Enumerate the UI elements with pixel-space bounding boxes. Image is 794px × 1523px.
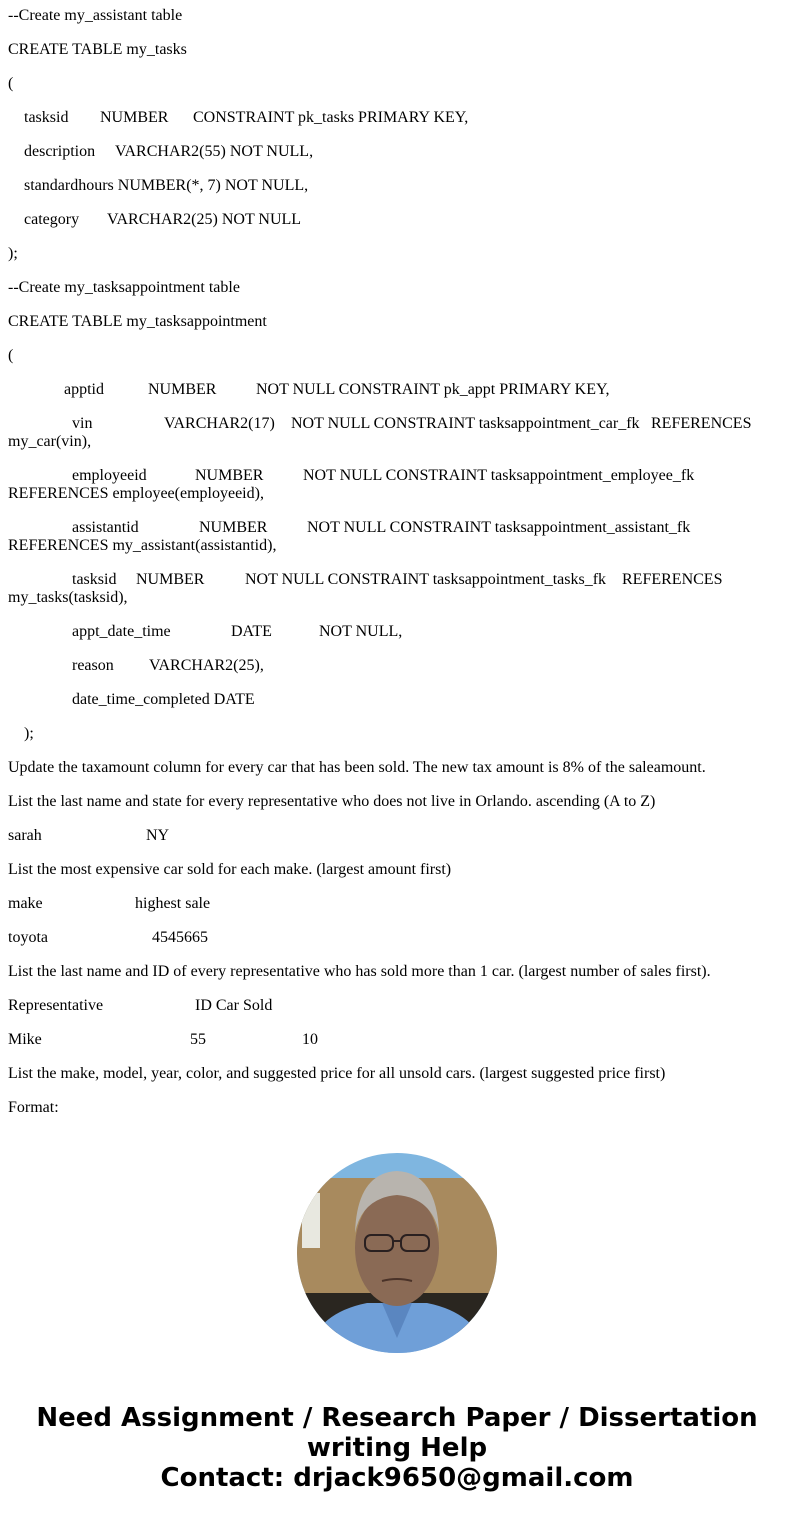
example-header: make [8,895,43,912]
column-name: description [24,143,96,160]
question-text: List the most expensive car sold for each make. (largest amount first) [8,861,452,878]
banner-line: Need Assignment / Research Paper / Dissertation [36,1403,758,1433]
close-paren: ); [24,725,34,742]
comment-line: --Create my_assistant table [8,7,183,24]
column-constraint: NOT NULL CONSTRAINT tasksappointment_car_fk [291,415,640,432]
question-text: List the make, model, year, color, and suggested price for all unsold cars. (largest suggested price first) [8,1065,666,1082]
references-keyword: REFERENCES [651,415,752,432]
question-text: Update the taxamount column for every car that has been sold. The new tax amount is 8% of the saleamount. [8,759,706,776]
example-header: ID Car Sold [195,997,273,1014]
column-constraint: NOT NULL CONSTRAINT tasksappointment_employee_fk [303,467,695,484]
column-name: reason [72,657,114,674]
column-type: VARCHAR2(17) [164,415,275,432]
example-cell: 4545665 [152,929,208,946]
references-target: REFERENCES my_assistant(assistantid), [8,537,277,554]
open-paren: ( [8,75,14,92]
column-name: appt_date_time [72,623,171,640]
column-def: date_time_completed DATE [72,691,255,708]
column-def: standardhours NUMBER(*, 7) NOT NULL, [24,177,309,194]
column-constraint: CONSTRAINT pk_tasks PRIMARY KEY, [193,109,469,126]
column-constraint: NOT NULL CONSTRAINT tasksappointment_assistant_fk [307,519,691,536]
question-text: List the last name and state for every representative who does not live in Orlando. ascending (A to Z) [8,793,656,810]
example-cell: NY [146,827,170,844]
column-type: NUMBER [136,571,205,588]
example-cell: Mike [8,1031,42,1048]
references-target: my_car(vin), [8,433,92,450]
question-text: List the last name and ID of every representative who has sold more than 1 car. (largest number of sales first). [8,963,711,980]
column-type: VARCHAR2(55) NOT NULL, [115,143,314,160]
column-type: NUMBER [148,381,217,398]
column-type: VARCHAR2(25), [149,657,264,674]
column-constraint: NOT NULL CONSTRAINT tasksappointment_tasks_fk [245,571,607,588]
create-table-line: CREATE TABLE my_tasks [8,41,187,58]
comment-line: --Create my_tasksappointment table [8,279,240,296]
contact-banner [0,1403,794,1493]
column-type: DATE [231,623,272,640]
references-target: my_tasks(tasksid), [8,589,128,606]
column-type: VARCHAR2(25) NOT NULL [107,211,302,228]
references-target: REFERENCES employee(employeeid), [8,485,264,502]
example-cell: 10 [302,1031,318,1048]
column-type: NUMBER [199,519,268,536]
column-name: apptid [64,381,104,398]
format-label: Format: [8,1099,59,1116]
example-header: Representative [8,997,104,1014]
example-cell: toyota [8,929,48,946]
column-name: assistantid [72,519,139,536]
column-constraint: NOT NULL, [319,623,403,640]
column-type: NUMBER [195,467,264,484]
example-cell: 55 [190,1031,206,1048]
column-name: tasksid [24,109,69,126]
column-name: category [24,211,80,228]
references-keyword: REFERENCES [622,571,723,588]
column-name: tasksid [72,571,117,588]
banner-line: writing Help [306,1433,488,1463]
example-cell: sarah [8,827,42,844]
create-table-line: CREATE TABLE my_tasksappointment [8,313,267,330]
author-photo [297,1153,497,1353]
contact-email: Contact: drjack9650@gmail.com [160,1463,634,1493]
close-paren: ); [8,245,18,262]
column-name: employeeid [72,467,147,484]
column-constraint: NOT NULL CONSTRAINT pk_appt PRIMARY KEY, [256,381,610,398]
open-paren: ( [8,347,14,364]
column-type: NUMBER [100,109,169,126]
column-name: vin [72,415,93,432]
example-header: highest sale [135,895,211,912]
